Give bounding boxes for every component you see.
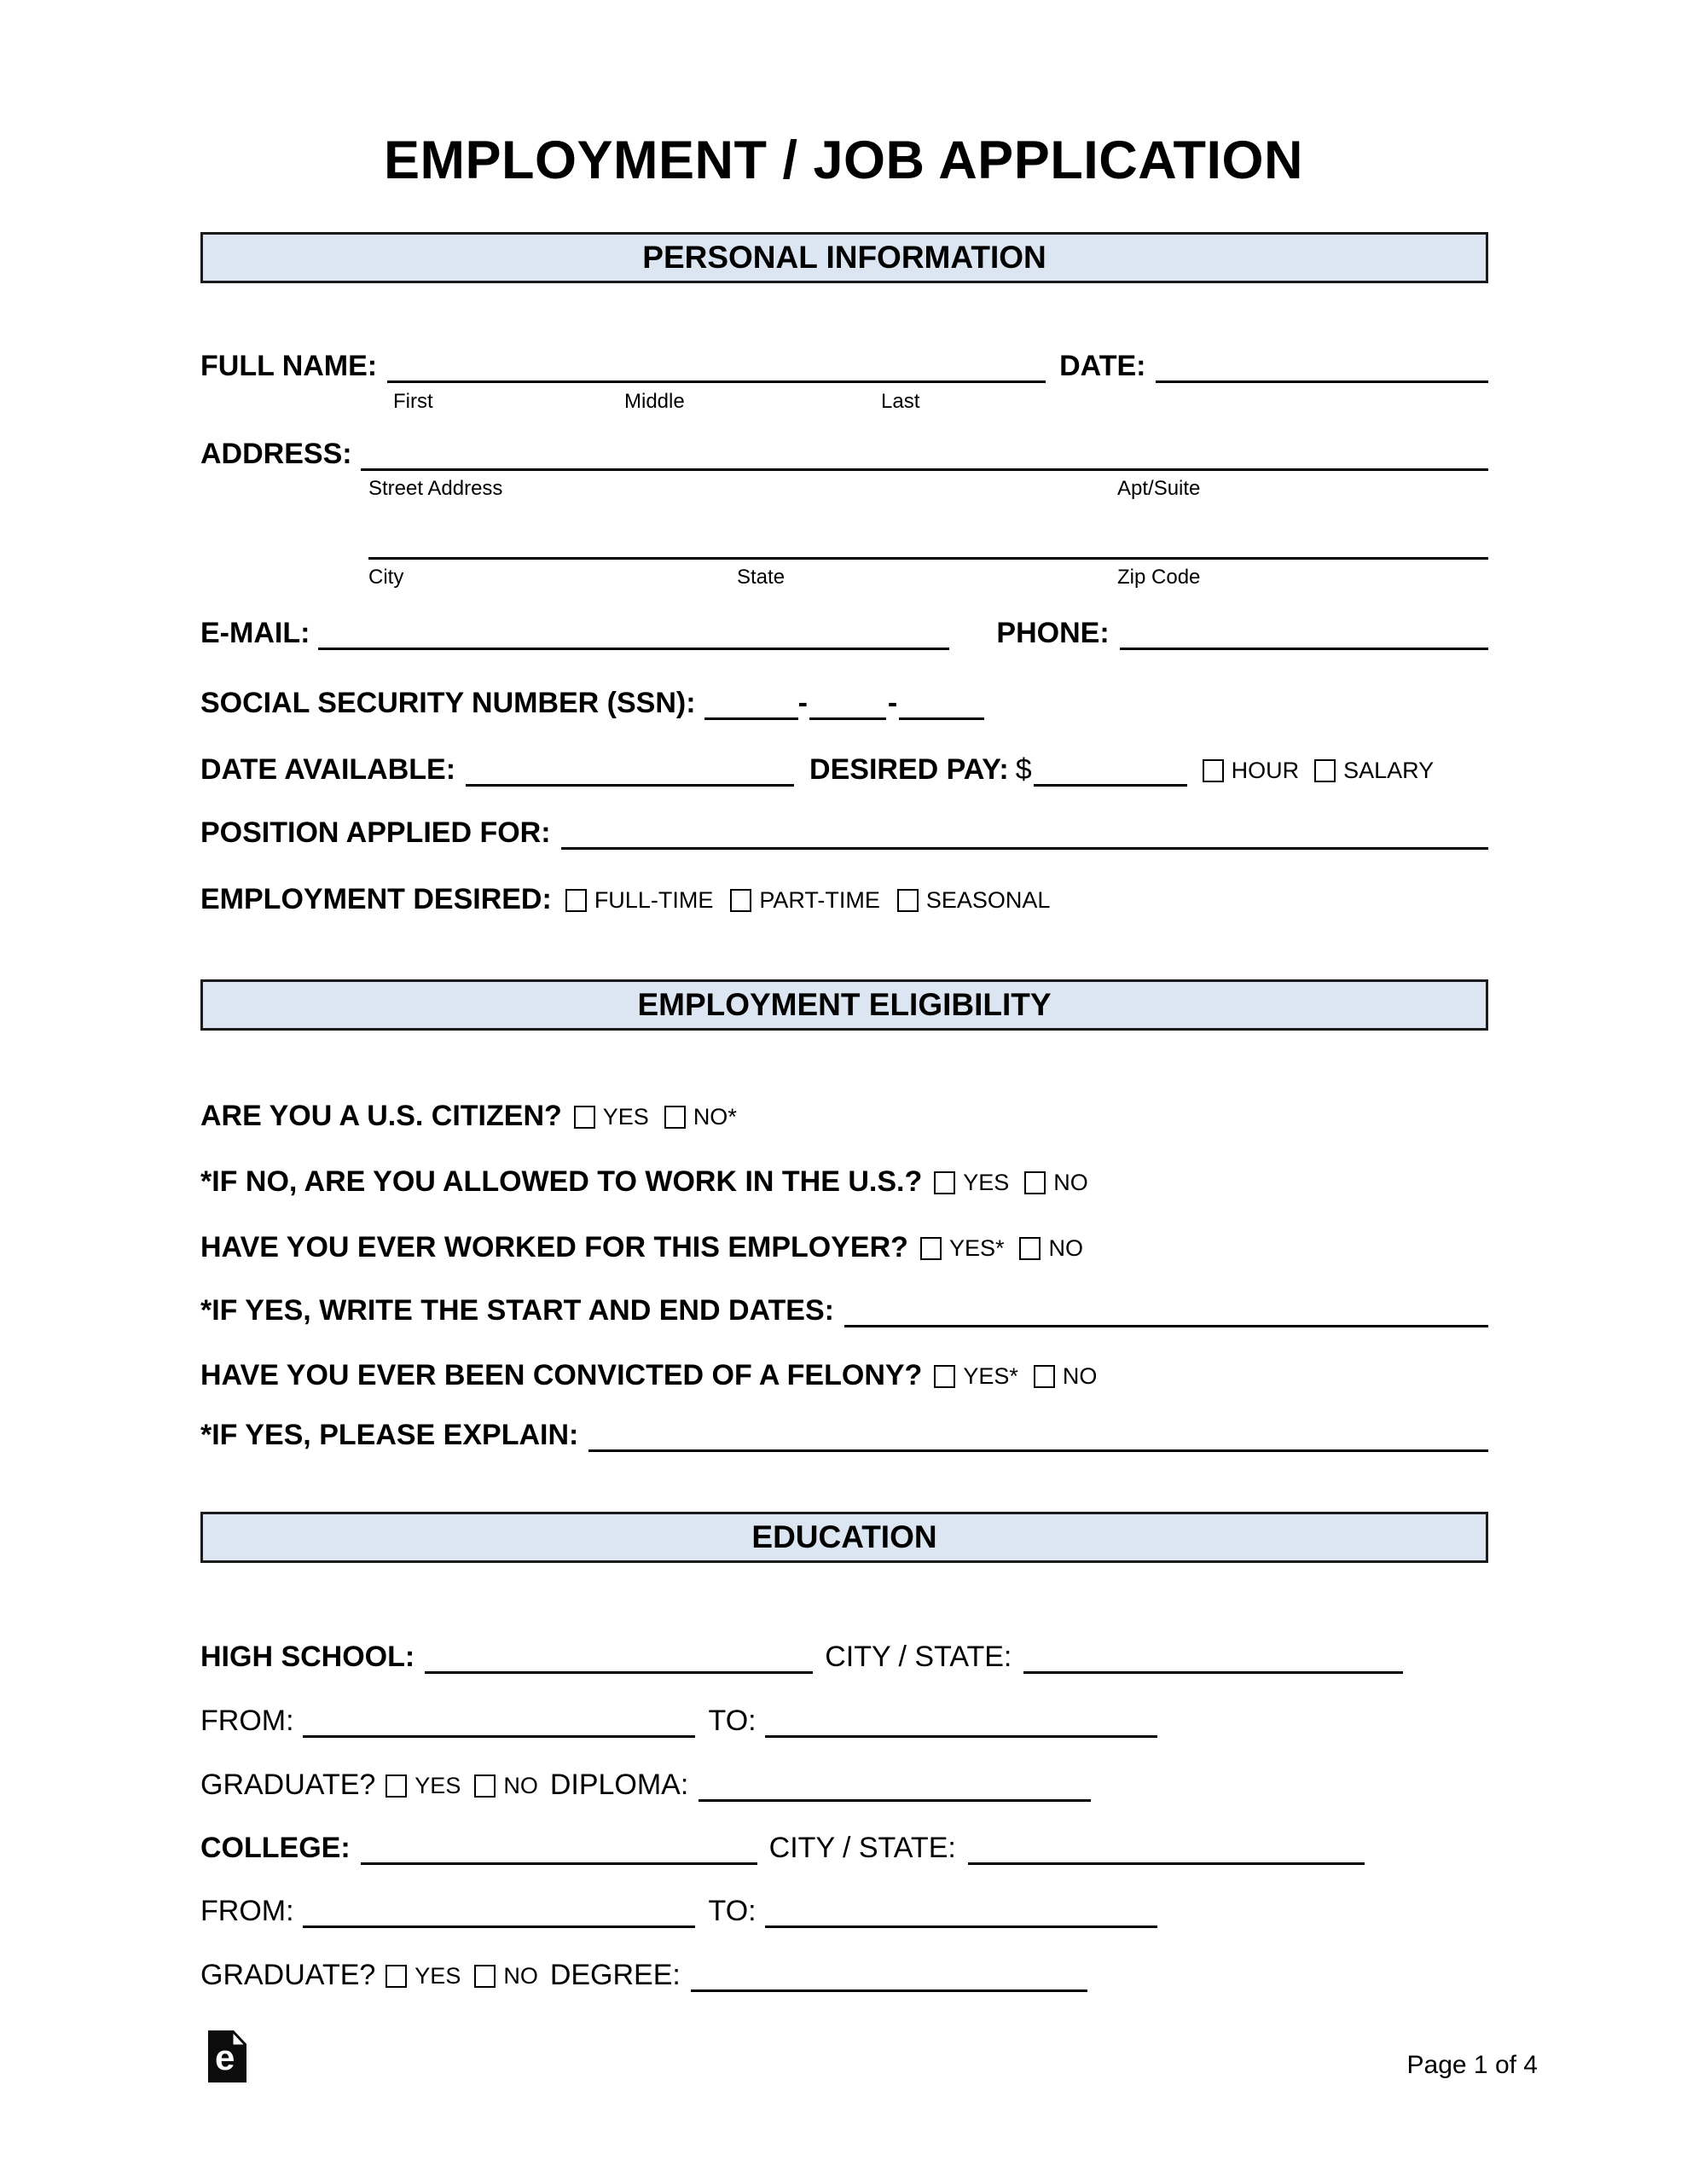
felony-explain-input-line[interactable] (588, 1449, 1488, 1452)
hs-graduate-no-label: NO (503, 1773, 538, 1798)
high-school-graduate-row (200, 1763, 1488, 1802)
address-sublabels-2 (200, 565, 1488, 590)
college-dates-row (200, 1889, 1488, 1928)
desired-pay-input-line[interactable] (1034, 784, 1187, 787)
pay-hour-label: HOUR (1231, 758, 1300, 783)
date-available-input-line[interactable] (466, 784, 794, 787)
page-number: Page 1 of 4 (1406, 2051, 1538, 2079)
worked-yes-label: YES* (948, 1235, 1005, 1261)
worked-yes-checkbox[interactable] (920, 1237, 942, 1260)
college-from-label: FROM: (200, 1895, 294, 1927)
hs-to-input-line[interactable] (765, 1735, 1157, 1738)
college-city-state-input-line[interactable] (968, 1862, 1365, 1865)
address-sublabels-1 (200, 476, 1488, 502)
state-sublabel: State (737, 566, 786, 589)
college-to-label: TO: (708, 1895, 757, 1927)
section-header-personal-information (200, 232, 1488, 283)
position-applied-row (200, 810, 1488, 850)
college-city-state-label: CITY / STATE: (768, 1832, 956, 1864)
allowed-no-label: NO (1053, 1170, 1088, 1195)
citizen-no-label: NO* (693, 1104, 737, 1130)
hs-from-label: FROM: (200, 1705, 294, 1737)
allowed-to-work-question-row (200, 1159, 1488, 1199)
felony-explain-label: *IF YES, PLEASE EXPLAIN: (200, 1419, 579, 1451)
phone-label: PHONE: (996, 617, 1110, 649)
position-applied-input-line[interactable] (561, 847, 1488, 850)
currency-symbol: $ (1015, 753, 1032, 786)
hs-diploma-label: DIPLOMA: (549, 1769, 689, 1801)
worked-no-label: NO (1048, 1235, 1083, 1261)
hs-from-input-line[interactable] (303, 1735, 695, 1738)
college-graduate-label: GRADUATE? (200, 1959, 376, 1991)
college-graduate-no-checkbox[interactable] (474, 1965, 496, 1988)
pay-salary-checkbox[interactable] (1314, 759, 1336, 782)
email-input-line[interactable] (318, 648, 949, 650)
pay-salary-label: SALARY (1343, 758, 1435, 783)
section-header-education-label: EDUCATION (751, 1519, 937, 1554)
start-end-dates-row (200, 1288, 1488, 1327)
address-row (200, 432, 1488, 471)
felony-no-checkbox[interactable] (1034, 1365, 1055, 1388)
high-school-dates-row (200, 1699, 1488, 1738)
ssn-hyphen-2: - (887, 687, 898, 719)
college-label: COLLEGE: (200, 1832, 351, 1864)
city-state-zip-input-line[interactable] (368, 557, 1488, 560)
zip-code-sublabel: Zip Code (1117, 566, 1201, 589)
allowed-no-checkbox[interactable] (1024, 1171, 1046, 1194)
start-end-dates-label: *IF YES, WRITE THE START AND END DATES: (200, 1294, 834, 1327)
college-degree-label: DEGREE: (549, 1959, 681, 1991)
email-phone-row (200, 611, 1488, 650)
hs-city-state-label: CITY / STATE: (825, 1641, 1012, 1673)
felony-yes-label: YES* (963, 1363, 1018, 1389)
employment-desired-row (200, 877, 1488, 916)
hs-graduate-yes-label: YES (415, 1773, 461, 1798)
felony-no-label: NO (1062, 1363, 1098, 1389)
citizen-question-row (200, 1094, 1488, 1133)
college-graduate-no-label: NO (503, 1963, 538, 1989)
position-applied-label: POSITION APPLIED FOR: (200, 816, 551, 849)
worked-for-employer-question-row (200, 1225, 1488, 1264)
ssn-part3-line[interactable] (899, 717, 984, 720)
felony-question-row (200, 1353, 1488, 1392)
college-graduate-row (200, 1953, 1488, 1992)
date-input-line[interactable] (1156, 380, 1488, 383)
section-header-education (200, 1512, 1488, 1563)
section-header-personal-information-label: PERSONAL INFORMATION (642, 240, 1046, 275)
email-label: E-MAIL: (200, 617, 310, 649)
citizen-question-label: ARE YOU A U.S. CITIZEN? (200, 1100, 562, 1132)
page-title: EMPLOYMENT / JOB APPLICATION (383, 131, 1304, 190)
date-label: DATE: (1059, 350, 1146, 382)
allowed-to-work-question-label: *IF NO, ARE YOU ALLOWED TO WORK IN THE U.S.? (200, 1165, 923, 1198)
street-address-sublabel: Street Address (368, 477, 503, 500)
employment-fulltime-checkbox[interactable] (565, 889, 587, 912)
employment-parttime-label: PART-TIME (759, 887, 880, 913)
date-available-pay-row (200, 747, 1488, 787)
citizen-yes-label: YES (602, 1104, 649, 1130)
college-graduate-yes-label: YES (415, 1963, 461, 1989)
last-name-sublabel: Last (881, 390, 920, 413)
college-input-line[interactable] (361, 1862, 757, 1865)
hs-graduate-yes-checkbox[interactable] (386, 1774, 407, 1798)
section-header-employment-eligibility (200, 979, 1488, 1031)
apt-suite-sublabel: Apt/Suite (1117, 477, 1201, 500)
eforms-logo (208, 2030, 246, 2087)
college-graduate-yes-checkbox[interactable] (386, 1965, 407, 1988)
section-header-employment-eligibility-label: EMPLOYMENT ELIGIBILITY (637, 987, 1052, 1022)
employment-seasonal-label: SEASONAL (925, 887, 1051, 913)
employment-fulltime-label: FULL-TIME (594, 887, 714, 913)
date-available-label: DATE AVAILABLE: (200, 753, 456, 786)
college-to-input-line[interactable] (765, 1926, 1157, 1928)
felony-explain-row (200, 1413, 1488, 1452)
worked-for-employer-question-label: HAVE YOU EVER WORKED FOR THIS EMPLOYER? (200, 1231, 908, 1263)
city-sublabel: City (368, 566, 404, 589)
employment-seasonal-checkbox[interactable] (897, 889, 919, 912)
document-icon (208, 2030, 246, 2082)
svg-text:e: e (215, 2037, 235, 2077)
ssn-row (200, 681, 1488, 720)
felony-yes-checkbox[interactable] (934, 1365, 955, 1388)
middle-name-sublabel: Middle (624, 390, 685, 413)
hs-graduate-label: GRADUATE? (200, 1769, 376, 1801)
ssn-label: SOCIAL SECURITY NUMBER (SSN): (200, 687, 696, 719)
start-end-dates-input-line[interactable] (844, 1325, 1488, 1327)
full-name-label: FULL NAME: (200, 350, 378, 382)
high-school-row (200, 1635, 1488, 1674)
full-name-input-line[interactable] (387, 380, 1046, 383)
allowed-yes-checkbox[interactable] (934, 1171, 955, 1194)
full-name-sublabels (200, 389, 1488, 415)
full-name-row (200, 344, 1488, 383)
employment-parttime-checkbox[interactable] (730, 889, 751, 912)
ssn-part1-line[interactable] (704, 717, 798, 720)
college-row (200, 1826, 1488, 1865)
college-degree-input-line[interactable] (691, 1989, 1087, 1992)
desired-pay-label: DESIRED PAY: (809, 753, 1009, 786)
address-row-2 (200, 520, 1488, 560)
hs-city-state-input-line[interactable] (1023, 1671, 1403, 1674)
street-address-input-line[interactable] (361, 468, 1488, 471)
worked-no-checkbox[interactable] (1019, 1237, 1041, 1260)
hs-to-label: TO: (708, 1705, 757, 1737)
college-from-input-line[interactable] (303, 1926, 695, 1928)
high-school-input-line[interactable] (425, 1671, 813, 1674)
pay-hour-checkbox[interactable] (1203, 759, 1224, 782)
citizen-no-checkbox[interactable] (664, 1106, 686, 1129)
allowed-yes-label: YES (963, 1170, 1010, 1195)
high-school-label: HIGH SCHOOL: (200, 1641, 415, 1673)
ssn-part2-line[interactable] (809, 717, 886, 720)
hs-diploma-input-line[interactable] (699, 1799, 1091, 1802)
citizen-yes-checkbox[interactable] (574, 1106, 595, 1129)
employment-desired-label: EMPLOYMENT DESIRED: (200, 883, 552, 915)
first-name-sublabel: First (393, 390, 433, 413)
hs-graduate-no-checkbox[interactable] (474, 1774, 496, 1798)
felony-question-label: HAVE YOU EVER BEEN CONVICTED OF A FELONY? (200, 1359, 923, 1391)
ssn-hyphen-1: - (797, 687, 808, 719)
address-label: ADDRESS: (200, 438, 352, 470)
phone-input-line[interactable] (1120, 648, 1488, 650)
